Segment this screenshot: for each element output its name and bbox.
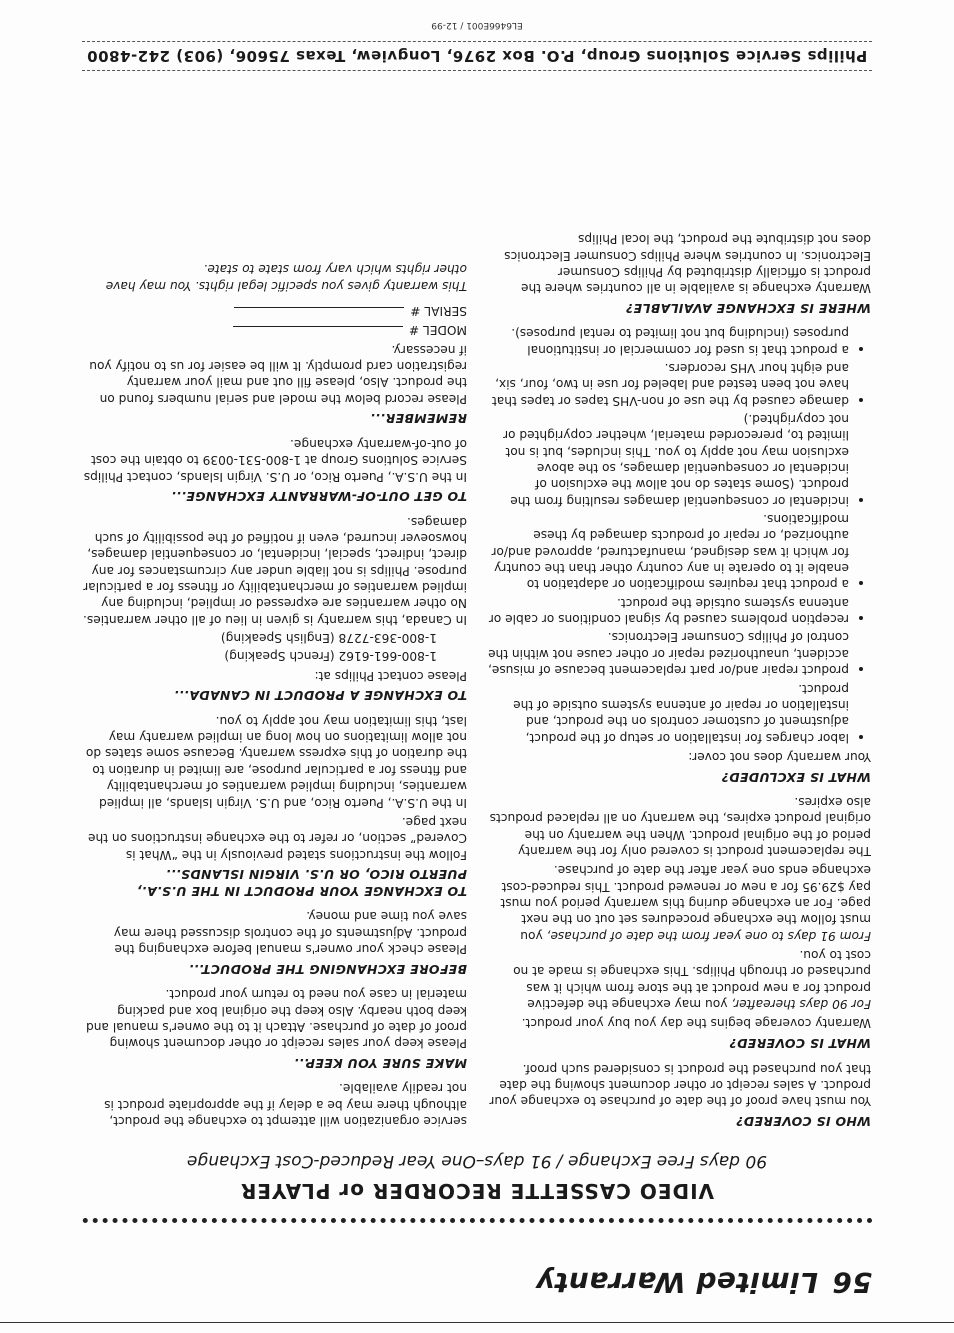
section-heading: REMEMBER...	[369, 411, 467, 427]
section-what-excluded	[486, 325, 871, 785]
legal-note	[82, 261, 467, 294]
section-exchange-canada	[82, 513, 467, 703]
product-headline: VIDEO CASSETTE RECORDER or PLAYER	[239, 1179, 715, 1203]
section-remember	[82, 303, 467, 427]
paragraph: Warranty coverage begins the day you buy your product.	[521, 1016, 871, 1031]
section-heading: TO EXCHANGE YOUR PRODUCT IN THE U.S.A., PUERTO RICO, OR U.S. VIRGIN ISLANDS...	[136, 867, 467, 900]
paragraph: Please record below the model and serial numbers found on the product. Also, please fill out and mail your warranty registration card promptly. It will be easier for us to notify you if necessary.	[89, 342, 467, 406]
paragraph: Warranty exchange is available in all countries where the product is officially distributed by Philips Consumer Electronics. In countries where Philips Consumer Electronics does not distribute the product, the local Philips	[504, 232, 871, 296]
list-item: • product repair and/or part replacement because of misuse, accident, unauthorized repair or other cause not within the control of Philips Consumer Electronics.	[486, 629, 849, 678]
section-exchange-usa	[82, 712, 467, 899]
exclusion-list	[486, 325, 871, 746]
model-line	[233, 326, 403, 327]
section-where-available	[486, 231, 871, 316]
continued-text	[82, 1080, 467, 1129]
paragraph: Follow the instructions stated previously in the “What is Covered” section, or refer to the exchange instructions on the next page.	[87, 814, 467, 862]
serial-number-field	[82, 303, 467, 319]
paragraph: Please check your owner's manual before exchanging the product. Adjustments of the controls discussed there may save you time and money.	[113, 909, 467, 957]
section-heading: WHAT IS COVERED?	[729, 1036, 871, 1052]
paragraph: You must have proof of the date of purchase to exchange your product. A sales receipt or other document showing the date that you purchased the product is considered such proof.	[489, 1061, 871, 1109]
section-keep	[82, 986, 467, 1071]
paragraph: Please keep your sales receipt or other document showing proof of date of purchase. Attach it to the owner's manual and keep both nearby. Also keep the original box and packing material in case you need to return your product.	[86, 987, 467, 1051]
paragraph-text: you must follow the exchange procedures set out on the next page. For an exchange during this warranty period you must pay $29.95 for a new or renewed product. This reduced-cost exchange ends one year after the date of purchase.	[500, 863, 871, 943]
paragraph: This warranty gives you specific legal rights. You may have other rights which vary from state to state.	[105, 262, 467, 293]
coverage-subheadline: 90 days Free Exchange / 91 days–One Year Reduced-Cost Exchange	[186, 1151, 768, 1171]
section-heading: TO GET OUT-OF-WARRANTY EXCHANGE...	[170, 489, 467, 505]
paragraph: The replacement product is covered only for the warranty period of the original product. When the warranty on the original product expires, the warranty on all replaced products also expires.	[489, 795, 871, 859]
serial-label: SERIAL #	[410, 304, 467, 319]
page-number: 56	[832, 1266, 872, 1299]
paragraph: Please contact Philips at:	[314, 668, 467, 683]
section-before-exchanging	[82, 908, 467, 977]
section-heading: WHAT IS EXCLUDED?	[721, 769, 871, 785]
section-heading: BEFORE EXCHANGING THE PRODUCT...	[188, 961, 467, 977]
paragraph	[486, 862, 871, 944]
list-item: • a product that requires modification or adaptation to enable it to operate in any country other than the country for which it was designed, manufactured, approved and/or authorized, or repair of products damaged by these modifications.	[486, 511, 849, 593]
italic-lead: For 90 days thereafter,	[731, 997, 871, 1012]
italic-lead: From 91 days to one year from the date of purchase,	[546, 928, 871, 943]
section-heading: MAKE SURE YOU KEEP...	[293, 1055, 467, 1071]
right-column	[82, 252, 467, 1129]
list-item: • incidental or consequential damages resulting from the product. (Some states do not allow the exclusion of incidental or consequential damages, so the above exclusion may not apply to you. This includes, but is not limited to, prerecorded material, whether copyrighted or not copyrighted.)	[486, 411, 849, 509]
model-number-field	[82, 322, 467, 338]
list-item: • damage caused by the use of non-VHS tapes or tapes that have not been tested and labeled for use in two, four, six, and eight hour VHS recorders.	[486, 360, 849, 409]
section-heading: WHO IS COVERED?	[735, 1114, 871, 1129]
dotted-divider	[82, 1218, 872, 1223]
section-who-covered	[486, 1060, 871, 1129]
paragraph	[486, 947, 871, 1012]
page-title	[536, 1266, 872, 1299]
phone-french: 1-800-661-6162 (French Speaking)	[224, 649, 437, 664]
section-out-of-warranty	[82, 436, 467, 505]
left-column	[486, 222, 871, 1129]
paragraph: In Canada, this warranty is given in lieu of all other warranties. No other warranties are expressed or implied, including any implied warranties of merchantability or fitness for a particular purpose. Philips is not liable under any circumstances for any direct, indirect, special, incidental, or consequential damages, howsoever incurred, even if notified of the possibility of such damages.	[82, 514, 467, 627]
list-item: • reception problems caused by signal conditions or cable or antenna systems outside the product.	[486, 594, 849, 627]
model-label: MODEL #	[408, 323, 467, 338]
section-heading: TO EXCHANGE A PRODUCT IN CANADA...	[173, 688, 467, 704]
footer-address: Philips Service Solutions Group, P.O. Box 2976, Longview, Texas 75606, (903) 242-4800	[82, 41, 872, 71]
top-rule	[0, 1322, 954, 1323]
paragraph-text: you may exchange the defective product for a new product at the store from which it was purchased or through Philips. This exchange is made at no cost to you.	[513, 948, 871, 1012]
list-item: • a product that is used for commercial or institutional purposes (including but not limited to rental purposes).	[486, 325, 849, 358]
title-text: Limited Warranty	[535, 1266, 819, 1299]
paragraph: In the U.S.A., Puerto Rico, and U.S. Virgin Islands, all implied warranties, including implied warranties of merchantability and fitness for a particular purpose, are limited in duration to the duration of this express warranty. Because some states do not allow limitations on how long an implied warranty may last, this limitation may not apply to you.	[85, 713, 467, 810]
document-code: EL6466E001 / 12-99	[431, 20, 523, 30]
paragraph: In the U.S.A., Puerto Rico, or U.S. Virgin Islands, contact Philips Service Solutions Group at 1-800-531-0039 to obtain the cost of out-of-warranty exchange.	[83, 436, 467, 484]
serial-line	[234, 307, 404, 308]
section-heading: WHERE IS EXCHANGE AVAILABLE?	[625, 300, 871, 316]
paragraph: Your warranty does not cover:	[688, 749, 871, 764]
list-item: • labor charges for installation or setup of the product, adjustment of customer controls on the product, and installation or repair of antenna systems outside of the product.	[486, 680, 849, 745]
section-what-covered	[486, 794, 871, 1052]
paragraph: service organization will attempt to exchange the product, although there may be a delay if the appropriate product is not readily available.	[104, 1081, 467, 1128]
phone-english: 1-800-363-7278 (English Speaking)	[220, 631, 437, 646]
